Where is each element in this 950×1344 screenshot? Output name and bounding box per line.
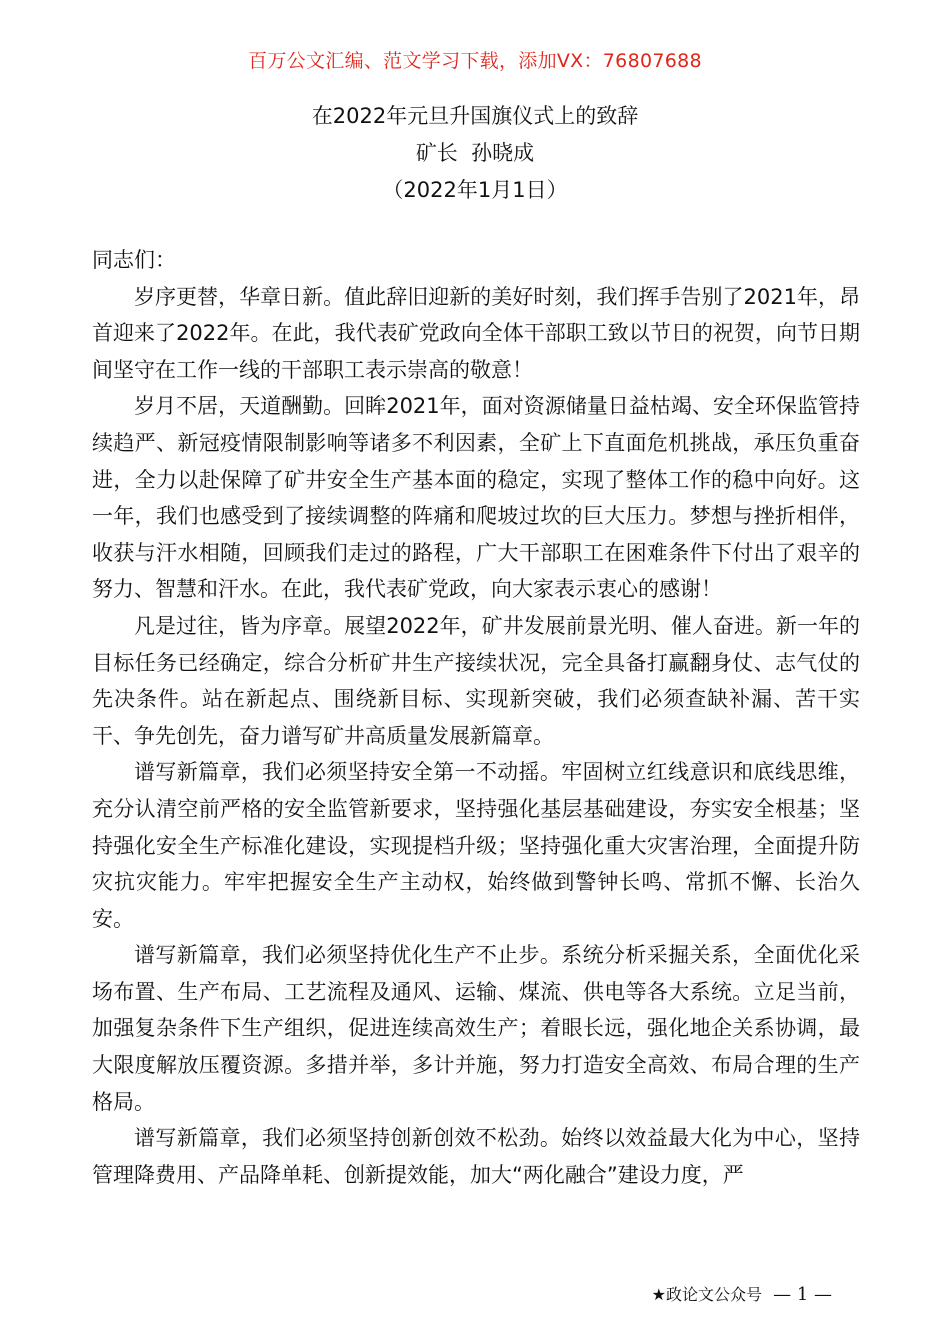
paragraph-3: 凡是过往，皆为序章。展望2022年，矿井发展前景光明、催人奋进。新一年的目标任务已经确定，综合分析矿井生产接续状况，完全具备打赢翻身仗、志气仗的先决条件。站在新起点、围绕新目标、实现新突破，我们必须查缺补漏、苦干实干、争先创先，奋力谱写矿井高质量发展新篇章。 bbox=[92, 613, 860, 748]
document-author: 矿长 孙晓成 bbox=[415, 141, 535, 165]
document-header bbox=[0, 98, 950, 209]
watermark-banner: 百万公文汇编、范文学习下载，添加VX：76807688 bbox=[248, 50, 702, 72]
paragraph-5: 谱写新篇章，我们必须坚持优化生产不止步。系统分析采掘关系，全面优化采场布置、生产布局、工艺流程及通风、运输、煤流、供电等各大系统。立足当前，加强复杂条件下生产组织，促进连续高效生产；着眼长远，强化地企关系协调，最大限度解放压覆资源。多措并举，多计并施，努力打造安全高效、布局合理的生产格局。 bbox=[92, 943, 860, 1114]
document-date: （2022年1月1日） bbox=[382, 178, 568, 202]
paragraph-1: 岁序更替，华章日新。值此辞旧迎新的美好时刻，我们挥手告别了2021年，昂首迎来了2022年。在此，我代表矿党政向全体干部职工致以节日的祝贺，向节日期间坚守在工作一线的干部职工表示崇高的敬意！ bbox=[92, 284, 860, 382]
salutation: 同志们： bbox=[92, 248, 176, 272]
document-title: 在2022年元旦升国旗仪式上的致辞 bbox=[311, 104, 639, 128]
paragraph-4: 谱写新篇章，我们必须坚持安全第一不动摇。牢固树立红线意识和底线思维，充分认清空前严格的安全监管新要求，坚持强化基层基础建设，夯实安全根基；坚持强化安全生产标准化建设，实现提档升级；坚持强化重大灾害治理，全面提升防灾抗灾能力。牢牢把握安全生产主动权，始终做到警钟长鸣、常抓不懈、长治久安。 bbox=[92, 760, 860, 931]
page-footer bbox=[652, 1282, 832, 1305]
document-body bbox=[92, 242, 860, 1193]
page-number: — 1 — bbox=[773, 1284, 832, 1305]
paragraph-2: 岁月不居，天道酬勤。回眸2021年，面对资源储量日益枯竭、安全环保监管持续趋严、新冠疫情限制影响等诸多不利因素，全矿上下直面危机挑战，承压负重奋进，全力以赴保障了矿井安全生产基本面的稳定，实现了整体工作的稳中向好。这一年，我们也感受到了接续调整的阵痛和爬坡过坎的巨大压力。梦想与挫折相伴，收获与汗水相随，回顾我们走过的路程，广大干部职工在困难条件下付出了艰辛的努力、智慧和汗水。在此，我代表矿党政，向大家表示衷心的感谢！ bbox=[92, 394, 860, 602]
footer-source: ★政论文公众号 bbox=[651, 1285, 762, 1304]
paragraph-6: 谱写新篇章，我们必须坚持创新创效不松劲。始终以效益最大化为中心，坚持管理降费用、产品降单耗、创新提效能，加大“两化融合”建设力度，严 bbox=[92, 1126, 860, 1187]
